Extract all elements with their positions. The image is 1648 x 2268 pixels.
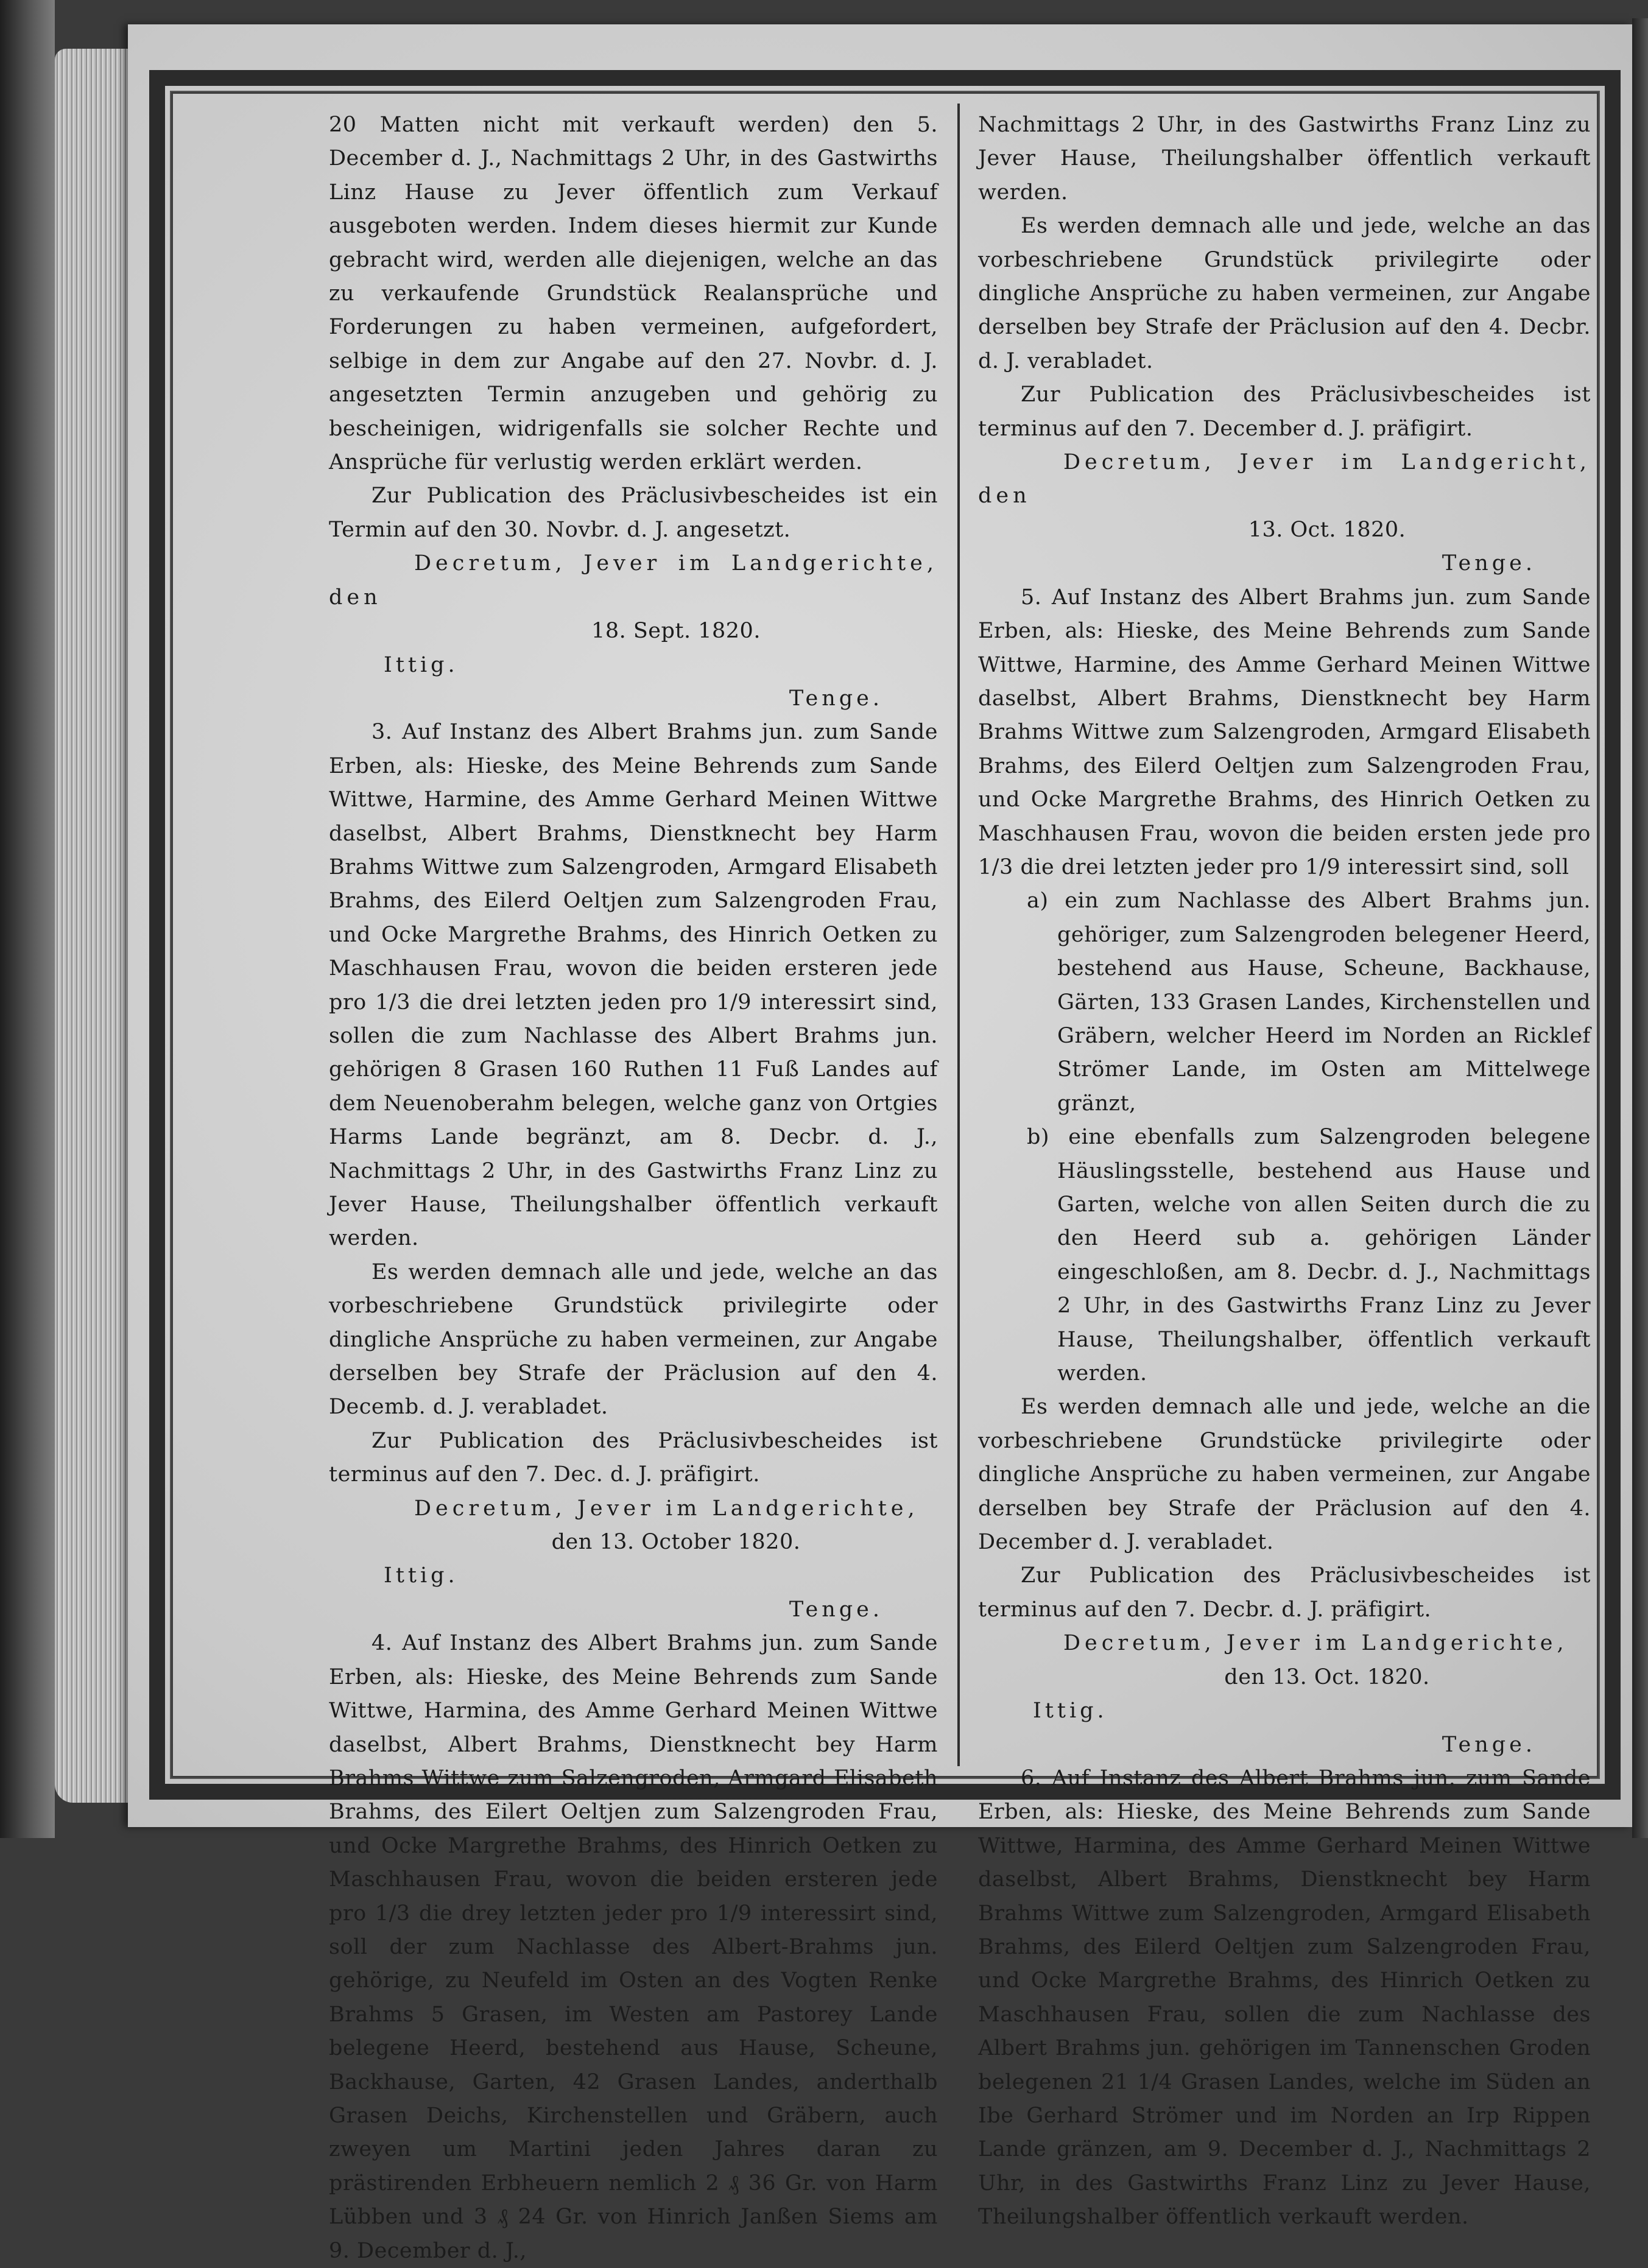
left-column	[329, 108, 938, 2268]
decretum-line: Decretum, Jever im Landgerichte, den	[329, 551, 938, 610]
column-divider	[957, 104, 960, 1766]
paragraph: Zur Publication des Präclusivbescheides ist terminus auf den 7. December d. J. präfigirt.	[978, 382, 1591, 441]
paragraph: 3. Auf Instanz des Albert Brahms jun. zum Sande Erben, als: Hieske, des Meine Behrends zum Sande Wittwe, Harmine, des Amme Gerhard Meinen Wittwe daselbst, Albert Brahms, Dienstknecht bey Harm Brahms Wittwe zum Salzengroden, Armgard Elisabeth Brahms, des Eilerd Oeltjen zum Salzengroden Frau, und Ocke Margrethe Brahms, des Hinrich Oetken zu Maschhausen Frau, wovon die beiden ersteren jede pro 1/3 die drei letzten jeden pro 1/9 interessirt sind, sollen die zum Nachlasse des Albert Brahms jun. gehörigen 8 Grasen 160 Ruthen 11 Fuß Landes auf dem Neuenoberahm belegen, welche ganz von Ortgies Harms Lande begränzt, am 8. Decbr. d. J., Nachmittags 2 Uhr, in des Gastwirths Franz Linz zu Jever Hause, Theilungshalber öffentlich verkauft werden.	[329, 720, 938, 1251]
signature-left: Ittig.	[384, 652, 459, 677]
paragraph: Es werden demnach alle und jede, welche an die vorbeschriebene Grundstücke privilegirte oder dingliche Ansprüche zu haben vermeinen, zur Angabe derselben bey Strafe der Präclusion auf den 4. December d. J. verabladet.	[978, 1395, 1591, 1555]
signature-left: Ittig.	[384, 1563, 459, 1588]
right-column	[978, 108, 1591, 2235]
paragraph: Es werden demnach alle und jede, welche an das vorbeschriebene Grundstück privilegirte oder dingliche Ansprüche zu haben vermeinen, zur Angabe derselben bey Strafe der Präclusion auf den 4. Decemb. d. J. verabladet.	[329, 1259, 938, 1420]
paragraph: 5. Auf Instanz des Albert Brahms jun. zum Sande Erben, als: Hieske, des Meine Behrends zum Sande Wittwe, Harmine, des Amme Gerhard Meinen Wittwe daselbst, Albert Brahms, Dienstknecht bey Harm Brahms Wittwe zum Salzengroden, Armgard Elisabeth Brahms, des Eilerd Oeltjen zum Salzengroden Frau, und Ocke Margrethe Brahms, des Hinrich Oetken zu Maschhausen Frau, wovon die beiden ersten jede pro 1/3 die drei letzten jeder pro 1/9 interessirt sind, soll	[978, 585, 1591, 879]
paragraph: Zur Publication des Präclusivbescheides ist terminus auf den 7. Dec. d. J. präfigirt.	[329, 1428, 938, 1487]
decretum-date: 13. Oct. 1820.	[1248, 517, 1406, 542]
signature-right: Tenge.	[789, 686, 883, 711]
paragraph: 20 Matten nicht mit verkauft werden) den 5. December d. J., Nachmittags 2 Uhr, in des Gastwirths Linz Hause zu Jever öffentlich zum Verkauf ausgeboten werden. Indem dieses hiermit zur Kunde gebracht wird, werden alle diejenigen, welche an das zu verkaufende Grundstück Realansprüche und Forderungen zu haben vermeinen, aufgefordert, selbige in dem zur Angabe auf den 27. Novbr. d. J. angesetzten Termin anzugeben und gehörig zu bescheinigen, widrigenfalls sie solcher Rechte und Ansprüche für verlustig werden erklärt werden.	[329, 113, 938, 475]
signature-left: Ittig.	[1033, 1699, 1108, 1724]
decretum-line: Decretum, Jever im Landgerichte,	[1063, 1631, 1568, 1656]
book-spine	[0, 0, 55, 1838]
paragraph: Es werden demnach alle und jede, welche an das vorbeschriebene Grundstück privilegirte oder dingliche Ansprüche zu haben vermeinen, zur Angabe derselben bey Strafe der Präclusion auf den 4. Decbr. d. J. verabladet.	[978, 214, 1591, 373]
paragraph: 6. Auf Instanz des Albert Brahms jun. zum Sande Erben, als: Hieske, des Meine Behrends zum Sande Wittwe, Harmina, des Amme Gerhard Meinen Wittwe daselbst, Albert Brahms, Dienstknecht bey Harm Brahms Wittwe zum Salzengroden, Armgard Elisabeth Brahms, des Eilerd Oeltjen zum Salzengroden Frau, und Ocke Margrethe Brahms, des Hinrich Oetken zu Maschhausen Frau, sollen die zum Nachlasse des Albert Brahms jun. gehörigen im Tannenschen Groden belegenen 21 1/4 Grasen Landes, welche im Süden an Ibe Gerhard Strömer und im Norden an Irp Rippen Lande gränzen, am 9. December d. J., Nachmittags 2 Uhr, in des Gastwirths Franz Linz zu Jever Hause, Theilungshalber öffentlich verkauft werden.	[978, 1766, 1591, 2230]
decretum-date: 18. Sept. 1820.	[591, 619, 761, 644]
signature-right: Tenge.	[1442, 551, 1536, 576]
decretum-line: Decretum, Jever im Landgericht, den	[978, 450, 1591, 509]
paragraph: 4. Auf Instanz des Albert Brahms jun. zum Sande Erben, als: Hieske, des Meine Behrends zum Sande Wittwe, Harmina, des Amme Gerhard Meinen Wittwe daselbst, Albert Brahms, Dienstknecht bey Harm Brahms Wittwe zum Salzengroden, Armgard Elisabeth Brahms, des Eilert Oeltjen zum Salzengroden Frau, und Ocke Margrethe Brahms, des Hinrich Oetken zu Maschhausen Frau, wovon die beiden ersteren jede pro 1/3 die drey letzten jeder pro 1/9 interessirt sind, soll der zum Nachlasse des Albert-Brahms jun. gehörige, zu Neufeld im Osten an des Vogten Renke Brahms 5 Grasen, im Westen am Pastorey Lande belegene Heerd, bestehend aus Hause, Scheune, Backhause, Garten, 42 Grasen Landes, anderthalb Grasen Deichs, Kirchenstellen und Gräbern, auch zweyen um Martini jeden Jahres daran zu prästirenden Erbheuern nemlich 2 ₰ 36 Gr. von Harm Lübben und 3 ₰ 24 Gr. von Hinrich Janßen Siems am 9. December d. J.,	[329, 1631, 938, 2263]
paragraph: Zur Publication des Präclusivbescheides ist terminus auf den 7. Decbr. d. J. präfigirt.	[978, 1563, 1591, 1622]
decretum-line: Decretum, Jever im Landgerichte,	[414, 1496, 919, 1521]
list-item: b) eine ebenfalls zum Salzengroden belegene Häuslingsstelle, bestehend aus Hause und Garten, welche von allen Seiten durch die zu den Heerd sub a. gehörigen Länder eingeschloßen, am 8. Decbr. d. J., Nachmittags 2 Uhr, in des Gastwirths Franz Linz zu Jever Hause, Theilungshalber, öffentlich verkauft werden.	[1027, 1125, 1591, 1386]
paragraph: Nachmittags 2 Uhr, in des Gastwirths Franz Linz zu Jever Hause, Theilungshalber öffentlich verkauft werden.	[978, 113, 1591, 205]
paragraph: Zur Publication des Präclusivbescheides ist ein Termin auf den 30. Novbr. d. J. angesetzt.	[329, 484, 938, 542]
list-item: a) ein zum Nachlasse des Albert Brahms jun. gehöriger, zum Salzengroden belegener Heerd, bestehend aus Hause, Scheune, Backhause, Gärten, 133 Grasen Landes, Kirchenstellen und Gräbern, welcher Heerd im Norden an Ricklef Strömer Lande, im Osten am Mittelwege gränzt,	[1027, 889, 1591, 1116]
signature-right: Tenge.	[789, 1597, 883, 1622]
right-margin-strip	[1632, 18, 1648, 1838]
decretum-date: den 13. Oct. 1820.	[1224, 1664, 1430, 1689]
signature-right: Tenge.	[1442, 1732, 1536, 1757]
decretum-date: den 13. October 1820.	[551, 1530, 801, 1555]
